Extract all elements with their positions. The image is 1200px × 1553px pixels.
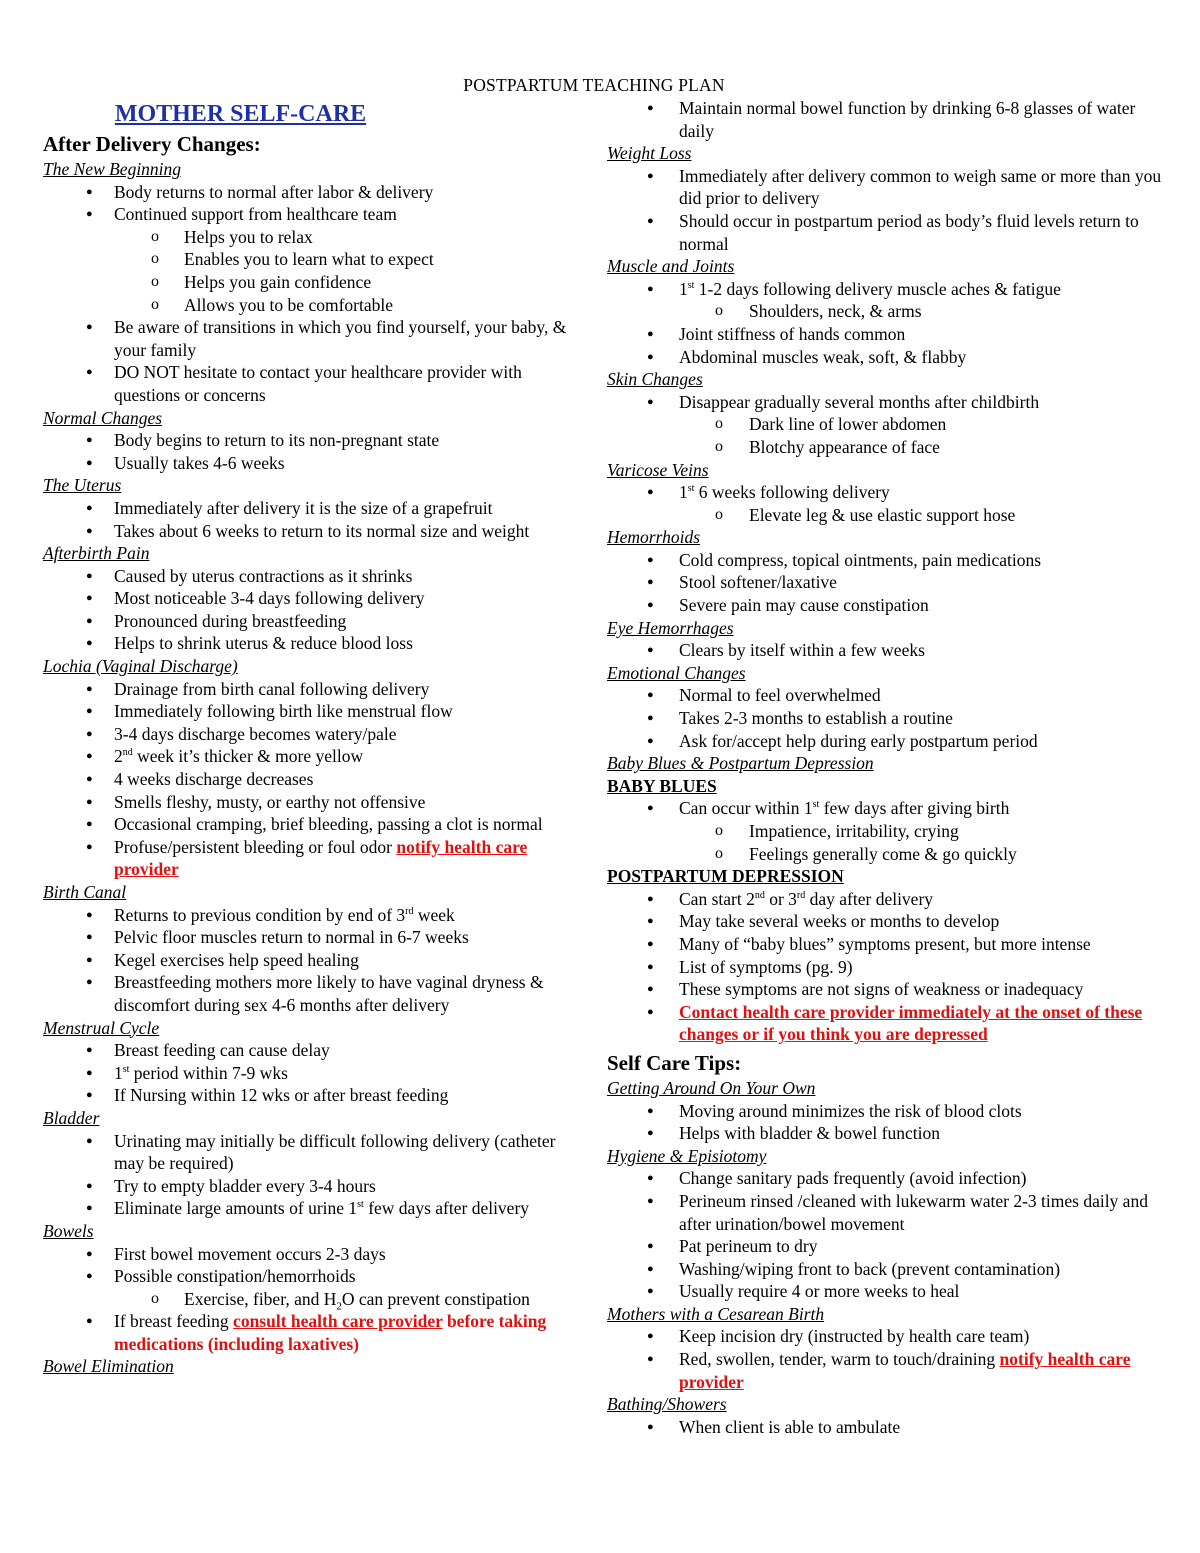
list-item-text: or 3	[764, 888, 797, 909]
ordinal-number: 1	[679, 278, 688, 299]
subheading-normal-changes: Normal Changes	[43, 407, 163, 428]
list-weight-loss	[607, 165, 1162, 255]
list-item: ● Try to empty bladder every 3-4 hours	[43, 1175, 588, 1198]
list-item: ● Normal to feel overwhelmed	[607, 684, 1162, 707]
list-item: ● Breastfeeding mothers more likely to have vaginal dryness & discomfort during sex 4-6 months after delivery	[43, 971, 588, 1016]
list-hemorrhoids	[607, 549, 1162, 617]
list-item-text: Can occur within 1	[679, 798, 813, 819]
ordinal-suffix: st	[687, 483, 695, 495]
ordinal-number: 1	[679, 482, 688, 503]
list-item: ● May take several weeks or months to develop	[607, 910, 1162, 933]
ordinal-suffix: st	[122, 1063, 130, 1075]
ordinal-number: 1	[114, 1062, 123, 1083]
list-getting-around	[607, 1100, 1162, 1145]
list-item: ● 3-4 days discharge becomes watery/pale	[43, 723, 588, 746]
subheading-birth-canal: Birth Canal	[43, 882, 127, 902]
list-item: ● First bowel movement occurs 2-3 days	[43, 1243, 588, 1266]
list-skin-changes	[607, 391, 1162, 459]
list-item: ● Occasional cramping, brief bleeding, passing a clot is normal	[43, 813, 588, 836]
list-lochia	[43, 678, 588, 881]
list-item: ● Usually require 4 or more weeks to heal	[607, 1280, 1162, 1303]
list-item	[607, 888, 1162, 911]
list-item: ● Cold compress, topical ointments, pain medications	[607, 549, 1162, 572]
subheading-bathing: Bathing/Showers	[607, 1394, 727, 1415]
subheading-hygiene: Hygiene & Episiotomy	[607, 1145, 767, 1166]
subheading-cesarean: Mothers with a Cesarean Birth	[607, 1303, 825, 1324]
list-item	[43, 836, 588, 881]
list-item: ● Drainage from birth canal following delivery	[43, 678, 588, 701]
list-item: ● Abdominal muscles weak, soft, & flabby	[607, 346, 1162, 369]
ordinal-suffix: rd	[405, 905, 414, 917]
list-bathing	[607, 1416, 1162, 1439]
list-item: ● Helps with bladder & bowel function	[607, 1122, 1162, 1145]
sub-list-item: o Shoulders, neck, & arms	[607, 300, 1162, 323]
list-bladder	[43, 1130, 588, 1220]
list-item: ● Takes 2-3 months to establish a routine	[607, 707, 1162, 730]
sub-list-item: o Blotchy appearance of face	[607, 436, 1162, 459]
list-item: ● Takes about 6 weeks to return to its normal size and weight	[43, 520, 588, 543]
list-item-text: week it’s thicker & more yellow	[132, 746, 364, 767]
list-menstrual-cycle	[43, 1039, 588, 1107]
subscript: 2	[336, 1300, 342, 1313]
list-item-text: few days after delivery	[363, 1198, 530, 1219]
list-item	[607, 1001, 1162, 1046]
subheading-baby-blues-ppd: Baby Blues & Postpartum Depression	[607, 753, 874, 774]
list-item: ● If Nursing within 12 wks or after breast feeding	[43, 1084, 588, 1107]
list-item-text: Eliminate large amounts of urine 1	[114, 1198, 358, 1219]
list-bowels	[43, 1243, 588, 1356]
list-item: ● Maintain normal bowel function by drinking 6-8 glasses of water daily	[607, 97, 1162, 142]
list-eye-hemorrhages	[607, 639, 1162, 662]
list-item-text: Can start 2	[679, 888, 755, 909]
subheading-eye-hemorrhages: Eye Hemorrhages	[607, 617, 734, 638]
sub-list-item: o Enables you to learn what to expect	[43, 248, 588, 271]
heading-baby-blues: BABY BLUES	[607, 775, 717, 796]
subheading-new-beginning: The New Beginning	[43, 159, 182, 179]
list-item-text: Red, swollen, tender, warm to touch/draining	[679, 1349, 1000, 1370]
list-afterbirth-pain	[43, 565, 588, 655]
sub-list-item: o Allows you to be comfortable	[43, 294, 588, 317]
right-column	[607, 97, 1162, 1438]
sub-list-item: o Impatience, irritability, crying	[607, 820, 1162, 843]
list-item: ● Immediately following birth like menstrual flow	[43, 700, 588, 723]
sub-list-item: o Elevate leg & use elastic support hose	[607, 504, 1162, 527]
list-item: ● Clears by itself within a few weeks	[607, 639, 1162, 662]
list-item: ● Immediately after delivery it is the size of a grapefruit	[43, 497, 588, 520]
list-item-text: week	[413, 904, 455, 925]
list-item	[607, 481, 1162, 504]
sub-list-item: o Feelings generally come & go quickly	[607, 843, 1162, 866]
list-item	[43, 745, 588, 768]
ordinal-suffix: nd	[122, 747, 133, 759]
warning-text: notify health care provider	[114, 836, 528, 880]
list-item: ● Moving around minimizes the risk of blood clots	[607, 1100, 1162, 1123]
ordinal-suffix: st	[687, 279, 695, 291]
list-item: ● Pelvic floor muscles return to normal in 6-7 weeks	[43, 926, 588, 949]
list-item-text: If breast feeding	[114, 1311, 234, 1332]
sub-list-item	[43, 1288, 588, 1311]
list-item: ● Change sanitary pads frequently (avoid infection)	[607, 1167, 1162, 1190]
list-postpartum-depression	[607, 888, 1162, 1046]
list-item	[43, 1197, 588, 1220]
list-new-beginning	[43, 181, 588, 407]
ordinal-number: 2	[114, 746, 123, 767]
list-item: ● Breast feeding can cause delay	[43, 1039, 588, 1062]
list-item: ● Most noticeable 3-4 days following delivery	[43, 587, 588, 610]
ordinal-suffix: rd	[796, 889, 806, 901]
subheading-muscle-joints: Muscle and Joints	[607, 256, 735, 277]
subheading-emotional-changes: Emotional Changes	[607, 662, 746, 683]
list-birth-canal	[43, 904, 588, 1017]
list-item: ● Helps to shrink uterus & reduce blood loss	[43, 632, 588, 655]
list-item	[607, 797, 1162, 820]
subheading-lochia: Lochia (Vaginal Discharge)	[43, 656, 238, 677]
subheading-hemorrhoids: Hemorrhoids	[607, 527, 701, 548]
subheading-uterus: The Uterus	[43, 475, 122, 496]
list-uterus	[43, 497, 588, 542]
list-item: ● Many of “baby blues” symptoms present, but more intense	[607, 933, 1162, 956]
subheading-varicose-veins: Varicose Veins	[607, 459, 709, 480]
list-item: ● Should occur in postpartum period as body’s fluid levels return to normal	[607, 210, 1162, 255]
list-item: ● Washing/wiping front to back (prevent contamination)	[607, 1258, 1162, 1281]
list-item: ● 4 weeks discharge decreases	[43, 768, 588, 791]
list-item-text: Exercise, fiber, and H	[184, 1288, 337, 1309]
list-normal-changes	[43, 429, 588, 474]
list-item-text: Profuse/persistent bleeding or foul odor	[114, 836, 397, 857]
main-heading: MOTHER SELF-CARE	[114, 101, 367, 127]
sub-list-item: o Helps you gain confidence	[43, 271, 588, 294]
subheading-bowel-elimination: Bowel Elimination	[43, 1356, 174, 1377]
list-item-text: few days after giving birth	[819, 798, 1010, 819]
left-column	[43, 99, 588, 1378]
section-heading-after-delivery: After Delivery Changes:	[43, 132, 261, 156]
warning-text: consult health care provider	[233, 1311, 443, 1332]
list-item-text: Returns to previous condition by end of 3	[114, 904, 406, 925]
list-item: ● Pronounced during breastfeeding	[43, 610, 588, 633]
list-cesarean	[607, 1325, 1162, 1393]
list-item: ● Be aware of transitions in which you find yourself, your baby, & your family	[43, 316, 588, 361]
list-hygiene	[607, 1167, 1162, 1303]
list-item: ● Stool softener/laxative	[607, 571, 1162, 594]
list-emotional-changes	[607, 684, 1162, 752]
list-item-text: O can prevent constipation	[341, 1288, 530, 1309]
subheading-bladder: Bladder	[43, 1107, 100, 1128]
subheading-weight-loss: Weight Loss	[607, 143, 692, 164]
list-item: ● Immediately after delivery common to weigh same or more than you did prior to delivery	[607, 165, 1162, 210]
list-item: ● Pat perineum to dry	[607, 1235, 1162, 1258]
subheading-afterbirth-pain: Afterbirth Pain	[43, 543, 150, 564]
heading-postpartum-depression: POSTPARTUM DEPRESSION	[607, 866, 844, 887]
list-item-text: 1-2 days following delivery muscle aches & fatigue	[694, 278, 1061, 299]
list-item	[43, 1062, 588, 1085]
sub-list-item: o Helps you to relax	[43, 226, 588, 249]
list-item-text: 6 weeks following delivery	[694, 482, 890, 503]
warning-text: notify health care provider	[679, 1349, 1131, 1392]
subheading-skin-changes: Skin Changes	[607, 369, 703, 390]
list-item: ● Smells fleshy, musty, or earthy not offensive	[43, 791, 588, 814]
list-item: ● Body returns to normal after labor & delivery	[43, 181, 588, 204]
list-item: ● Body begins to return to its non-pregnant state	[43, 429, 588, 452]
list-item	[43, 1310, 588, 1355]
sub-list-item: o Dark line of lower abdomen	[607, 413, 1162, 436]
list-muscle-joints	[607, 278, 1162, 368]
list-item: ● Continued support from healthcare team	[43, 203, 588, 226]
list-item: ● Keep incision dry (instructed by health care team)	[607, 1325, 1162, 1348]
list-item: ● Possible constipation/hemorrhoids	[43, 1265, 588, 1288]
section-heading-self-care: Self Care Tips:	[607, 1050, 742, 1075]
list-item: ● Disappear gradually several months after childbirth	[607, 391, 1162, 414]
warning-text: Contact health care provider immediately at the onset of these changes or if you think you are depressed	[679, 1001, 1143, 1045]
list-item: ● Perineum rinsed /cleaned with lukewarm water 2-3 times daily and after urination/bowel movement	[607, 1190, 1162, 1235]
list-item: ● List of symptoms (pg. 9)	[607, 956, 1162, 979]
subheading-menstrual-cycle: Menstrual Cycle	[43, 1017, 160, 1038]
list-item: ● Ask for/accept help during early postpartum period	[607, 730, 1162, 753]
list-item	[607, 278, 1162, 301]
list-item: ● DO NOT hesitate to contact your healthcare provider with questions or concerns	[43, 361, 588, 406]
ordinal-suffix: st	[812, 799, 820, 811]
list-item: ● Severe pain may cause constipation	[607, 594, 1162, 617]
subheading-bowels: Bowels	[43, 1220, 94, 1241]
subheading-getting-around: Getting Around On Your Own	[607, 1077, 816, 1098]
list-item: ● Urinating may initially be difficult following delivery (catheter may be required)	[43, 1130, 588, 1175]
list-baby-blues	[607, 797, 1162, 865]
ordinal-suffix: st	[357, 1199, 364, 1211]
list-bowel-elimination	[607, 97, 1162, 142]
list-item: ● Joint stiffness of hands common	[607, 323, 1162, 346]
list-item-text: day after delivery	[805, 888, 934, 909]
list-item: ● Caused by uterus contractions as it shrinks	[43, 565, 588, 588]
list-item: ● Kegel exercises help speed healing	[43, 949, 588, 972]
ordinal-suffix: nd	[754, 889, 765, 901]
document-title: POSTPARTUM TEACHING PLAN	[463, 75, 725, 95]
list-item: ● When client is able to ambulate	[607, 1416, 1162, 1439]
list-varicose-veins	[607, 481, 1162, 526]
list-item	[607, 1348, 1162, 1393]
emphasis-text: before taking medications (including laxatives)	[114, 1311, 547, 1354]
list-item	[43, 904, 588, 927]
list-item: ● Usually takes 4-6 weeks	[43, 452, 588, 475]
list-item-text: period within 7-9 wks	[129, 1062, 288, 1083]
list-item: ● These symptoms are not signs of weakness or inadequacy	[607, 978, 1162, 1001]
